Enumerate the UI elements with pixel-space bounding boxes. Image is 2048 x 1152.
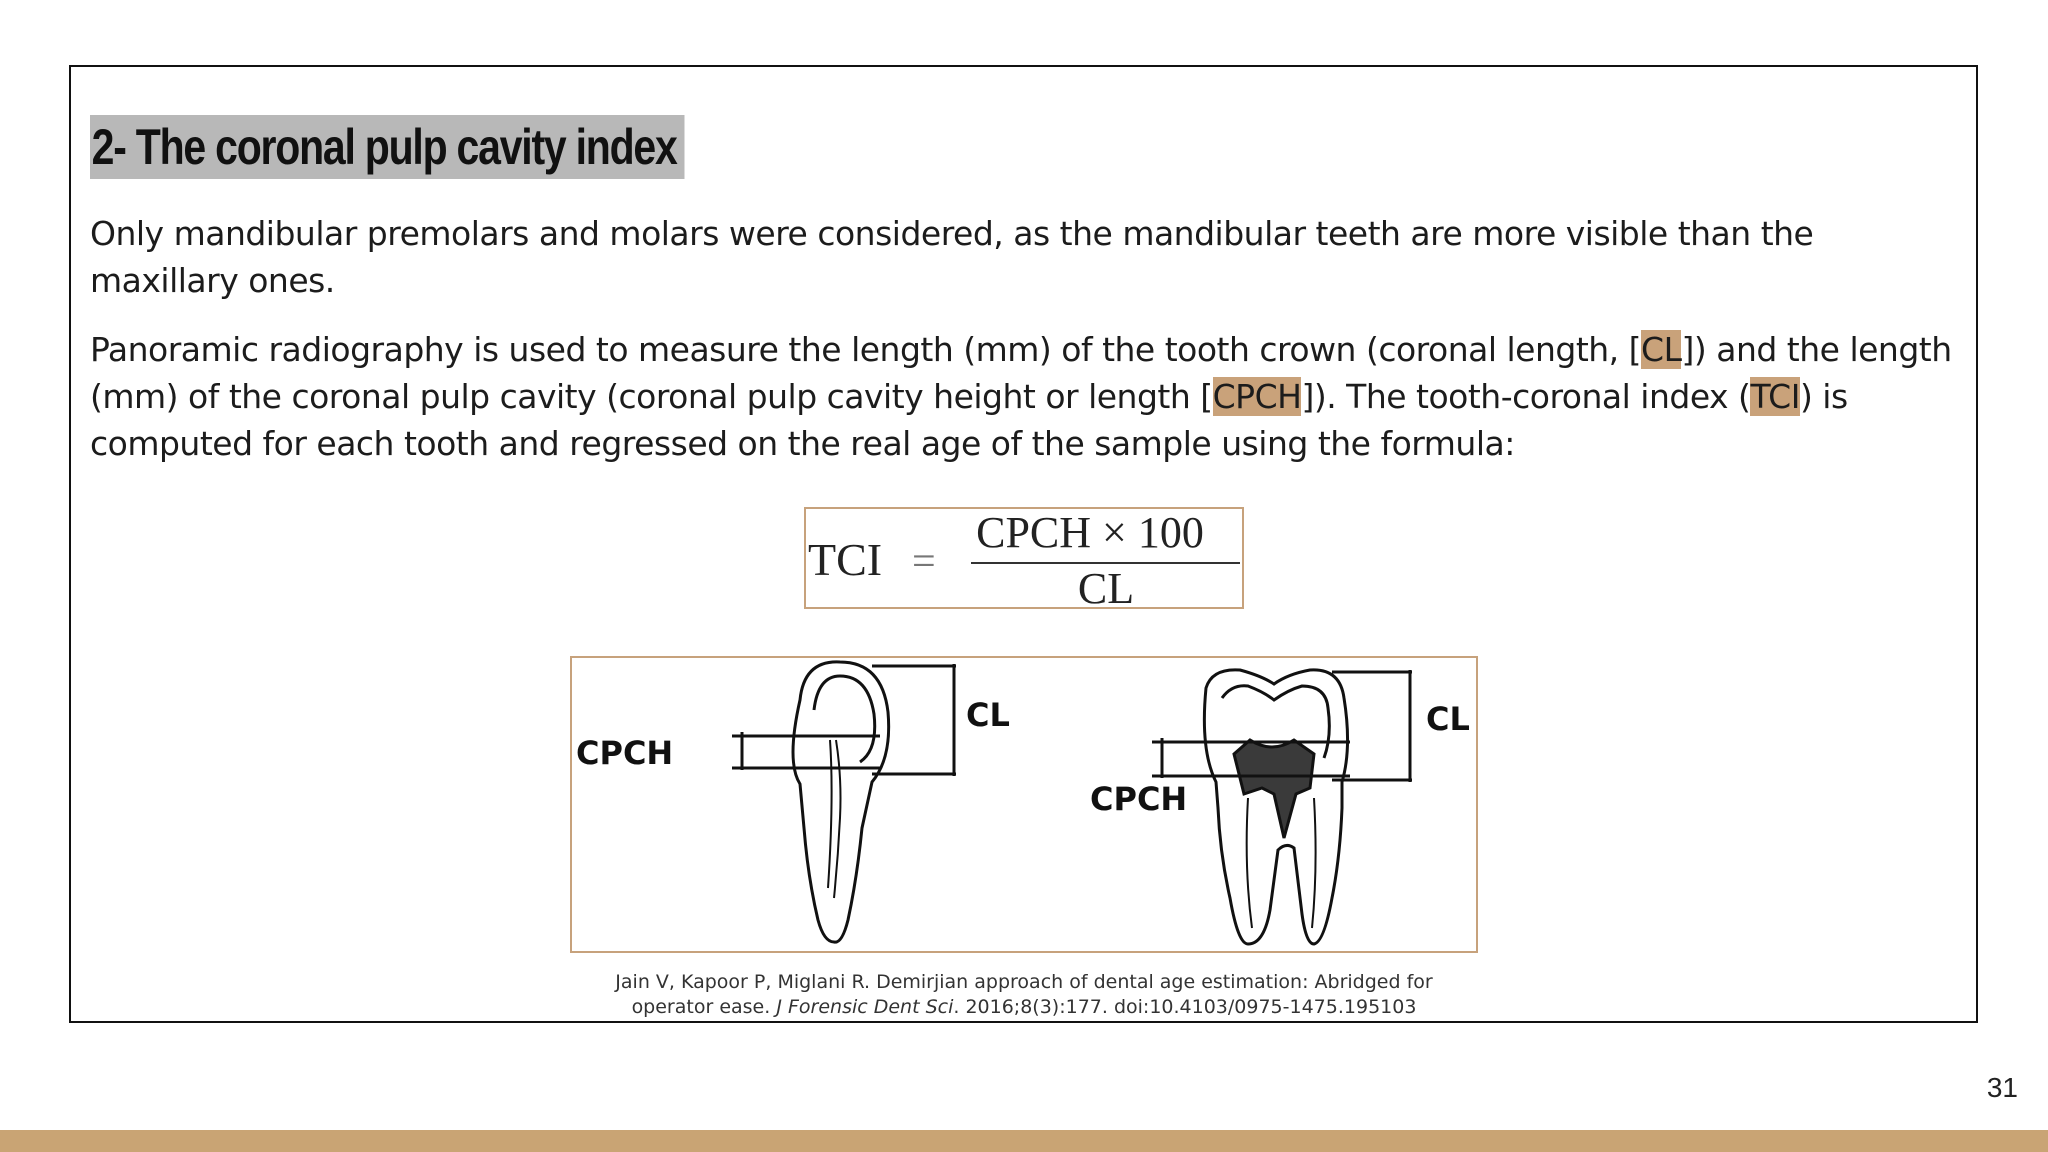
tooth-diagram [570, 656, 1478, 953]
molar-cl-label: CL [1426, 700, 1470, 738]
page-number: 31 [1986, 1072, 2018, 1103]
paragraph-scope: Only mandibular premolars and molars were considered, as the mandibular teeth are more visible than the maxillary ones. [90, 214, 1814, 300]
molar-drawing [1152, 670, 1412, 944]
paragraph-text: Panoramic radiography is used to measure the length (mm) of the tooth crown (coronal length, [ [90, 330, 1642, 369]
formula-denominator: CL [1077, 564, 1135, 607]
paragraph-method [90, 326, 1970, 467]
paragraph-text: ]) and the length (mm) of the coronal pulp cavity (coronal pulp cavity height or length [ [90, 330, 1952, 416]
premolar-drawing [732, 662, 956, 942]
citation-journal: J Forensic Dent Sci [776, 996, 954, 1018]
formula-lhs: TCI [808, 534, 883, 585]
tooth-diagram-graphic [572, 658, 1476, 951]
footer-accent-bar [0, 1130, 2048, 1152]
citation-text: . 2016;8(3):177. doi:10.4103/0975-1475.195103 [953, 996, 1417, 1018]
citation-line-2 [560, 995, 1488, 1020]
formula-graphic [806, 509, 1242, 607]
citation [560, 970, 1488, 1020]
tci-formula [804, 507, 1244, 609]
citation-line-1: Jain V, Kapoor P, Miglani R. Demirjian approach of dental age estimation: Abridged for [615, 971, 1433, 993]
premolar-cl-label: CL [966, 696, 1010, 734]
slide-title: 2- The coronal pulp cavity index [90, 115, 685, 179]
highlight-tci: TCI [1750, 377, 1800, 416]
highlight-cl: CL [1641, 330, 1682, 369]
premolar-cpch-label: CPCH [576, 734, 674, 772]
citation-text: operator ease. [631, 996, 777, 1018]
molar-cpch-label: CPCH [1090, 780, 1188, 818]
formula-numerator: CPCH × 100 [976, 509, 1204, 557]
highlight-cpch: CPCH [1212, 377, 1302, 416]
paragraph-text: ) is computed for each tooth and regressed on the real age of the sample using the formula: [90, 377, 1848, 463]
paragraph-text: ]). The tooth-coronal index ( [1301, 377, 1751, 416]
formula-equals: = [912, 539, 936, 585]
